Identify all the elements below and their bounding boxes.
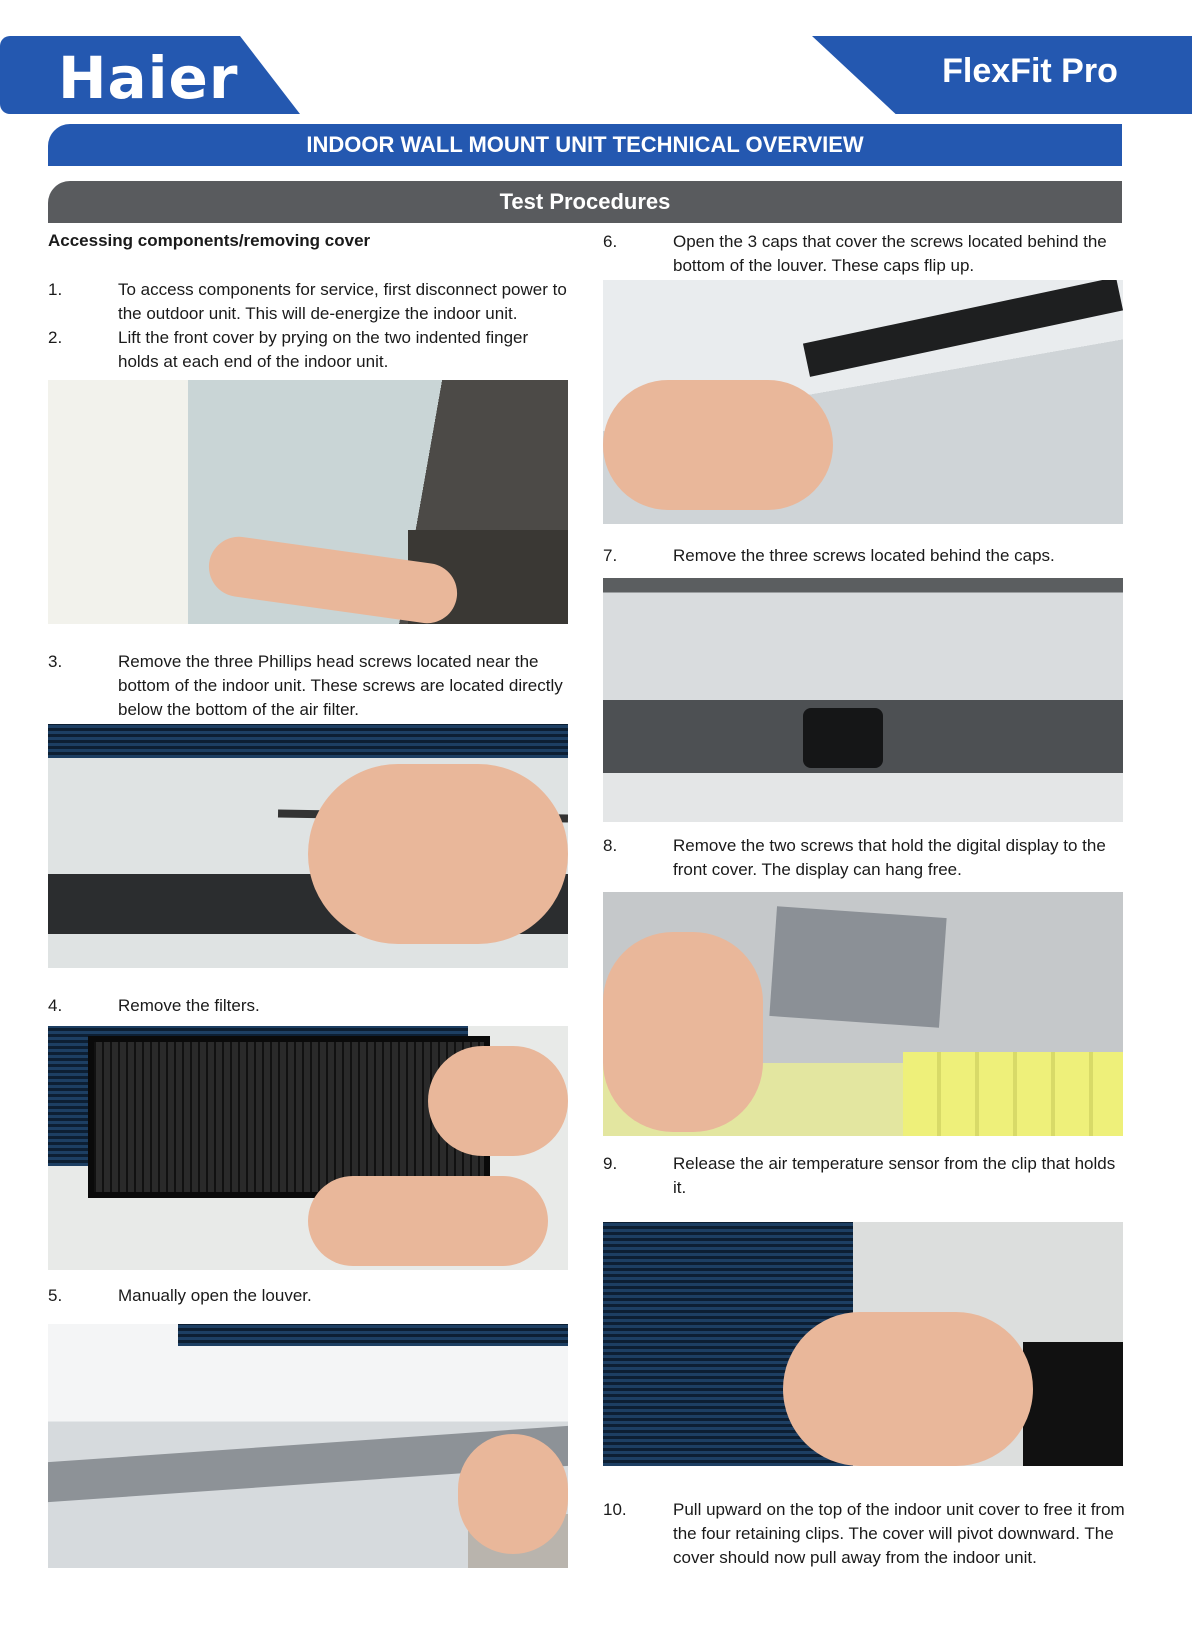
photo-open-louver [48, 1324, 568, 1568]
step-text: Remove the three Phillips head screws located near the bottom of the indoor unit. These screws are located directly below the bottom of the air filter. [118, 652, 563, 719]
step-5 [48, 1284, 570, 1308]
step-2 [48, 326, 570, 374]
step-number: 6. [603, 232, 618, 251]
section-bar [48, 181, 1122, 223]
step-number: 7. [603, 546, 618, 565]
step-number: 9. [603, 1154, 618, 1173]
step-text: Remove the two screws that hold the digital display to the front cover. The display can hang free. [673, 836, 1106, 879]
step-number: 1. [48, 280, 63, 299]
step-text: Release the air temperature sensor from the clip that holds it. [673, 1154, 1116, 1197]
step-number: 2. [48, 328, 63, 347]
photo-remove-phillips-screws [48, 724, 568, 968]
step-number: 4. [48, 996, 63, 1015]
step-6 [603, 230, 1125, 278]
step-10 [603, 1498, 1125, 1570]
step-text: Pull upward on the top of the indoor unit cover to free it from the four retaining clips. The cover will pivot downward. The cover should now pull away from the indoor unit. [673, 1500, 1125, 1567]
step-1 [48, 278, 570, 326]
step-number: 5. [48, 1286, 63, 1305]
section-bar-text: Test Procedures [499, 189, 671, 214]
product-name: FlexFit Pro [942, 52, 1118, 90]
right-column [603, 226, 1125, 1570]
step-text: Lift the front cover by prying on the two indented finger holds at each end of the indoor unit. [118, 328, 529, 371]
haier-logo: Haier [58, 44, 239, 112]
step-number: 3. [48, 652, 63, 671]
photo-release-temperature-sensor [603, 1222, 1123, 1466]
photo-remove-display-screws [603, 892, 1123, 1136]
step-text: Manually open the louver. [118, 1286, 312, 1305]
photo-lift-front-cover [48, 380, 568, 624]
step-8 [603, 834, 1125, 882]
title-bar-text: INDOOR WALL MOUNT UNIT TECHNICAL OVERVIEW [306, 132, 864, 157]
step-text: Remove the filters. [118, 996, 260, 1015]
subheading: Accessing components/removing cover [48, 231, 371, 250]
step-text: Remove the three screws located behind the caps. [673, 546, 1055, 565]
step-3 [48, 650, 570, 722]
photo-open-screw-caps [603, 280, 1123, 524]
step-number: 8. [603, 836, 618, 855]
photo-remove-filters [48, 1026, 568, 1270]
title-bar [48, 124, 1122, 166]
step-9 [603, 1152, 1125, 1200]
step-text: To access components for service, first disconnect power to the outdoor unit. This will de-energize the indoor unit. [118, 280, 567, 323]
step-7 [603, 544, 1125, 568]
step-number: 10. [603, 1500, 627, 1519]
photo-remove-screws-behind-caps [603, 578, 1123, 822]
left-column [48, 226, 570, 1568]
step-4 [48, 994, 570, 1018]
step-text: Open the 3 caps that cover the screws located behind the bottom of the louver. These caps flip up. [673, 232, 1107, 275]
